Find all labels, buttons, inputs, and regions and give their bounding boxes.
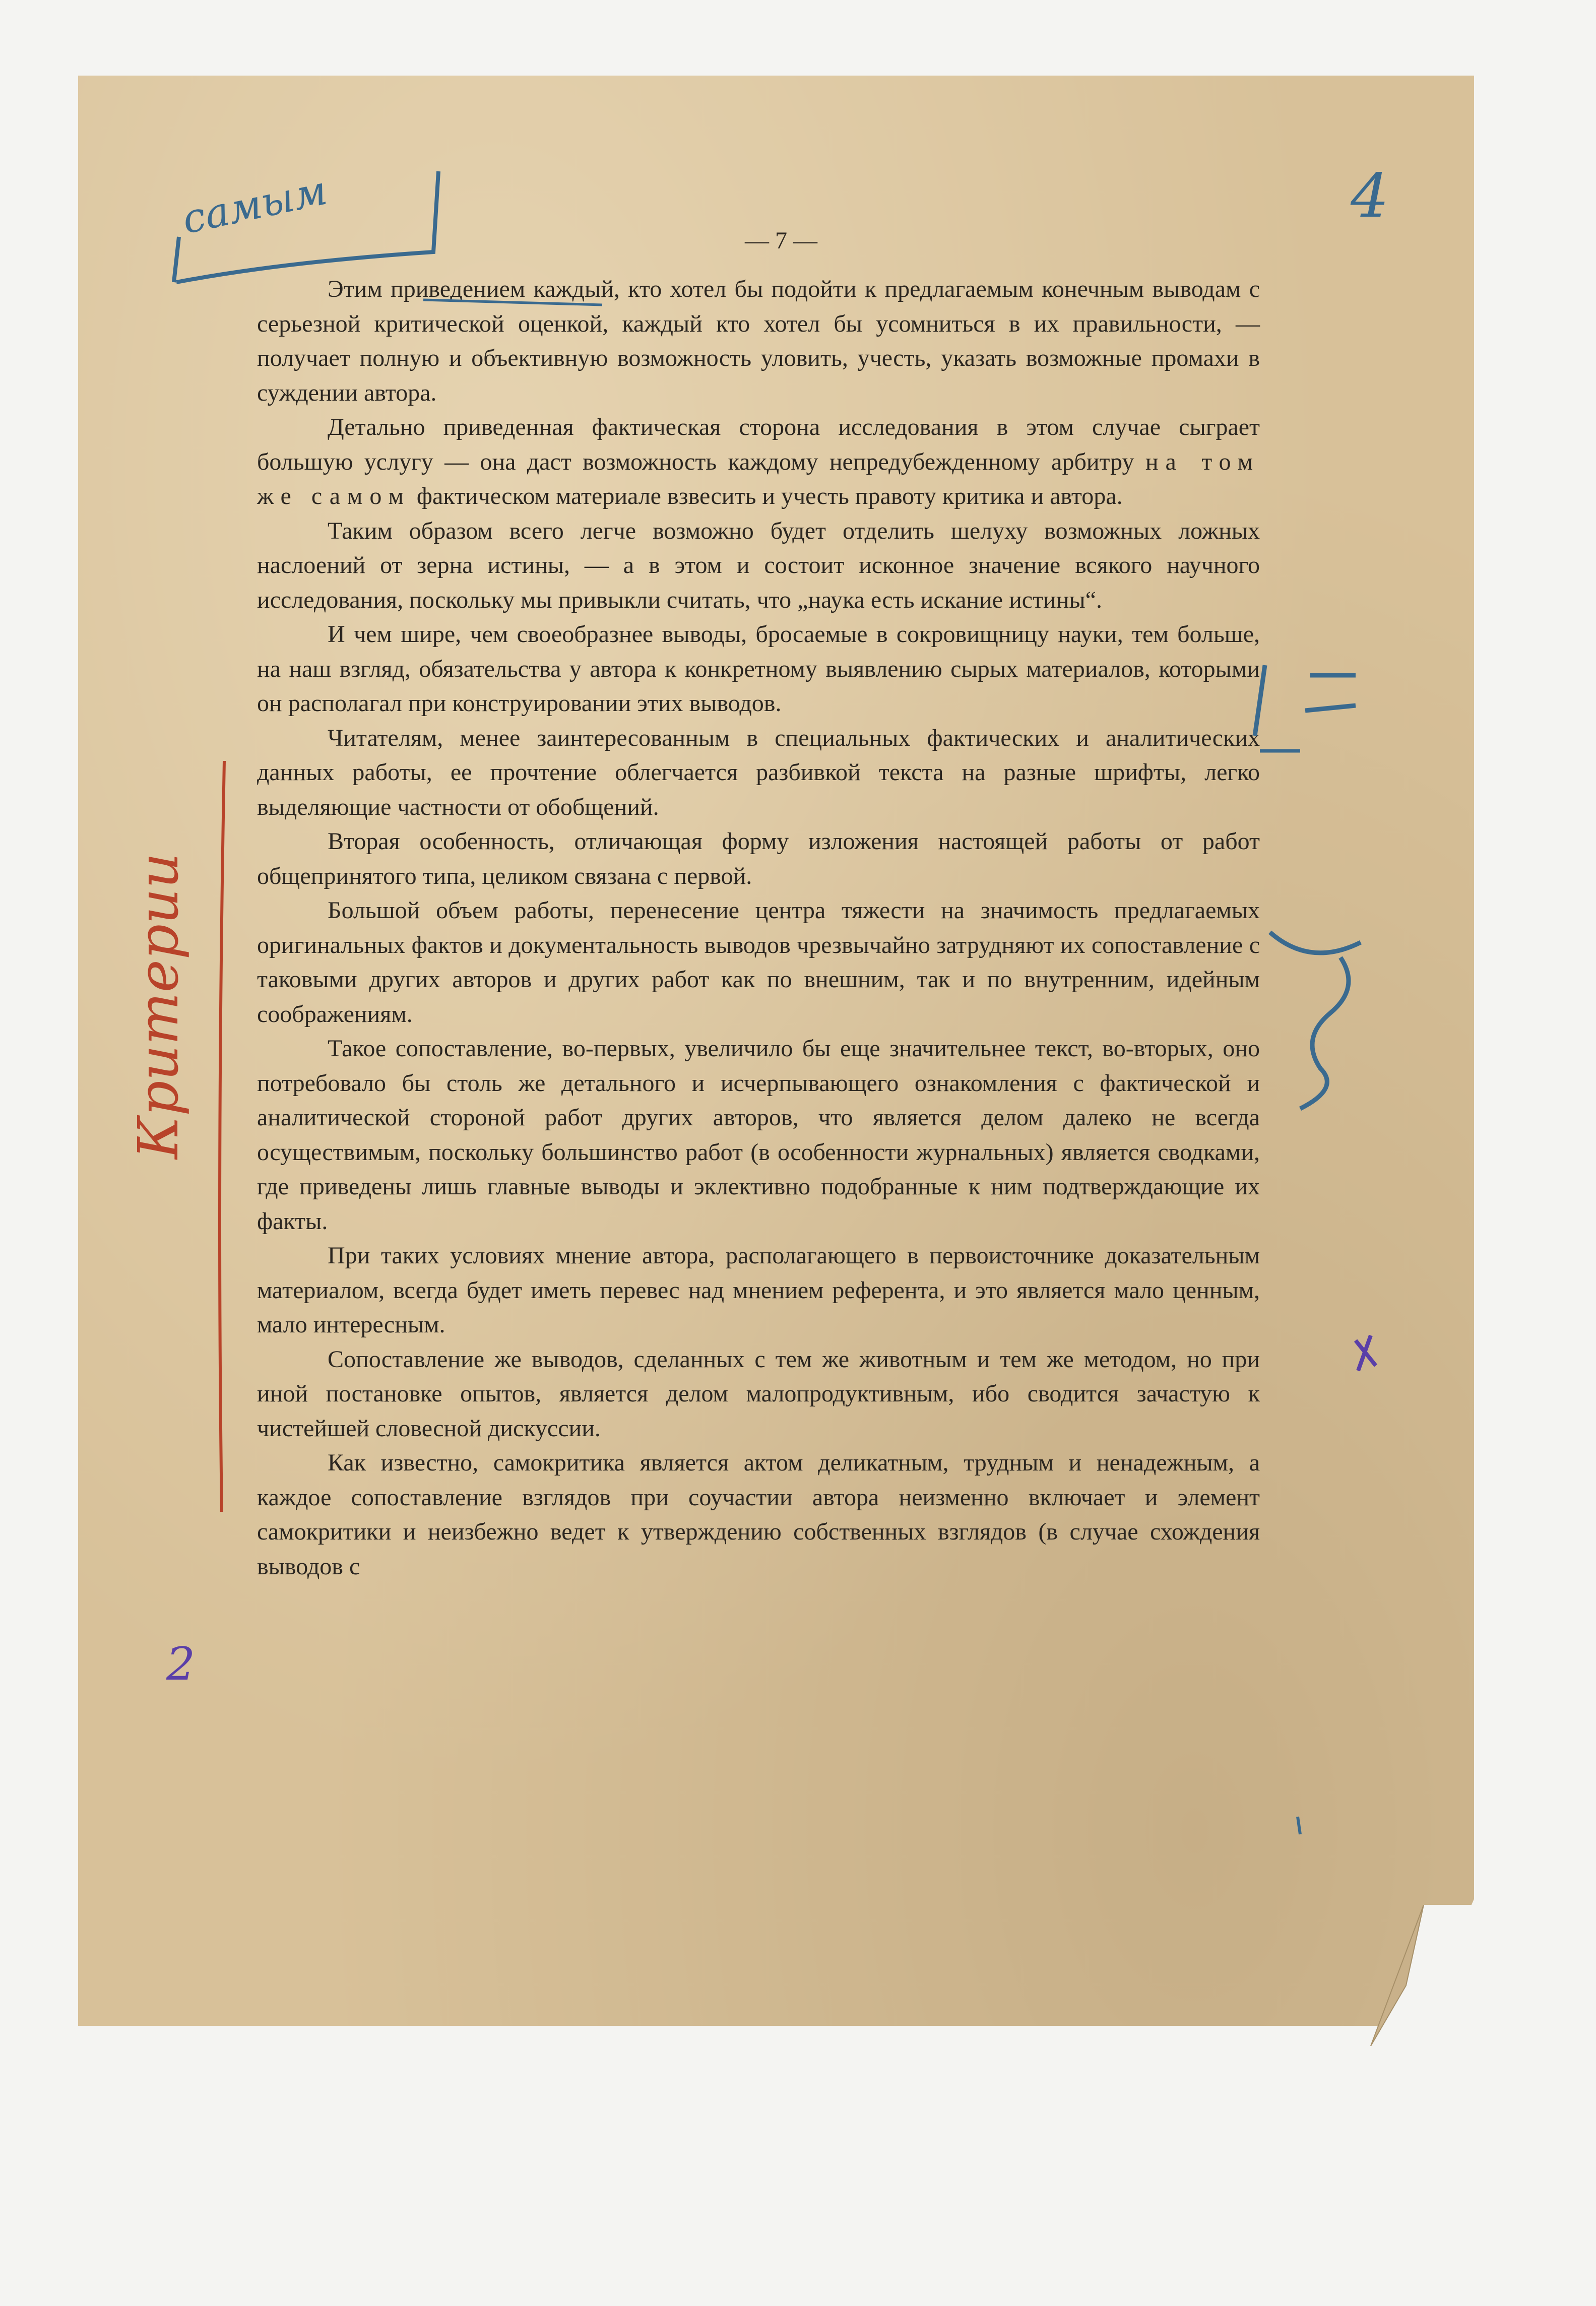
handwritten-note-top-left: самым	[178, 166, 331, 243]
paragraph-9: При таких условиях мнение автора, располагающего в первоисточнике доказательным материалом, всегда будет иметь перевес над мнением референта, и это является мало ценным, мало интересным.	[257, 1242, 1260, 1338]
paragraph-2-head: Детально приведенная фактическая сторона исследования в этом случае сыграет большую услугу — она даст возможность каждому непредубежденному арбитру	[257, 414, 1260, 475]
handwritten-page-number: 4	[1351, 161, 1389, 231]
paragraph-11: Как известно, самокритика является актом деликатным, трудным и ненадежным, а каждое сопоставление взглядов при соучастии автора неизменно включает и элемент самокритики и неизбежно ведет к утверждению собственных взглядов (в случае схождения выводов с	[257, 1449, 1260, 1580]
paragraph-1: Этим приведением каждый, кто хотел бы подойти к предлагаемым конечным выводам с серьезной критической оценкой, каждый кто хотел бы усомниться в их правильности, — получает полную и объективную возможность уловить, учесть, указать возможные промахи в суждении автора.	[257, 276, 1260, 406]
body-text	[257, 272, 1260, 1584]
paragraph-7: Большой объем работы, перенесение центра тяжести на значимость предлагаемых оригинальных фактов и документальность выводов чрезвычайно затрудняют их сопоставление с таковыми других авторов и других работ как по внешним, так и по внутренним, идейным соображениям.	[257, 897, 1260, 1028]
paragraph-6: Вторая особенность, отличающая форму изложения настоящей работы от работ общепринятого типа, целиком связана с первой.	[257, 828, 1260, 889]
handwritten-side-note: Критерии	[126, 853, 190, 1159]
paragraph-4: И чем шире, чем своеобразнее выводы, бросаемые в сокровищницу науки, тем больше, на наш взгляд, обязательства у автора к конкретному выявлению сырых материалов, которыми он располагал при конструировании этих выводов.	[257, 621, 1260, 717]
paragraph-2	[257, 410, 1260, 514]
paragraph-5: Читателям, менее заинтересованным в специальных фактических и аналитических данных работы, ее прочтение облегчается разбивкой текста на разные шрифты, легко выделяющие частности от обобщений.	[257, 724, 1260, 820]
paragraph-3: Таким образом всего легче возможно будет отделить шелуху возможных ложных наслоений от зерна истины, — а в этом и состоит исконное значение всякого научного исследования, поскольку мы привыкли считать, что „наука есть искание истины“.	[257, 517, 1260, 613]
paragraph-2-spaced: на том же самом	[257, 448, 1260, 509]
paragraph-2-tail: фактическом материале взвесить и учесть правоту критика и автора.	[416, 483, 1123, 509]
paragraph-8: Такое сопоставление, во-первых, увеличило бы еще значительнее текст, во-вторых, оно потребовало бы столь же детального и исчерпывающего ознакомления с фактической и аналитической стороной работ других авторов, что является делом далеко не всегда осуществимым, поскольку большинство работ (в особенности журнальных) является сводками, где приведены лишь главные выводы и эклективно подобранные к ним подтверждающие их факты.	[257, 1035, 1260, 1235]
page-number: — 7 —	[745, 227, 817, 254]
paragraph-10: Сопоставление же выводов, сделанных с тем же животным и тем же методом, но при иной постановке опытов, является делом малопродуктивным, ибо сводится зачастую к чистейшей словесной дискуссии.	[257, 1346, 1260, 1442]
handwritten-number-left: 2	[166, 1638, 196, 1691]
